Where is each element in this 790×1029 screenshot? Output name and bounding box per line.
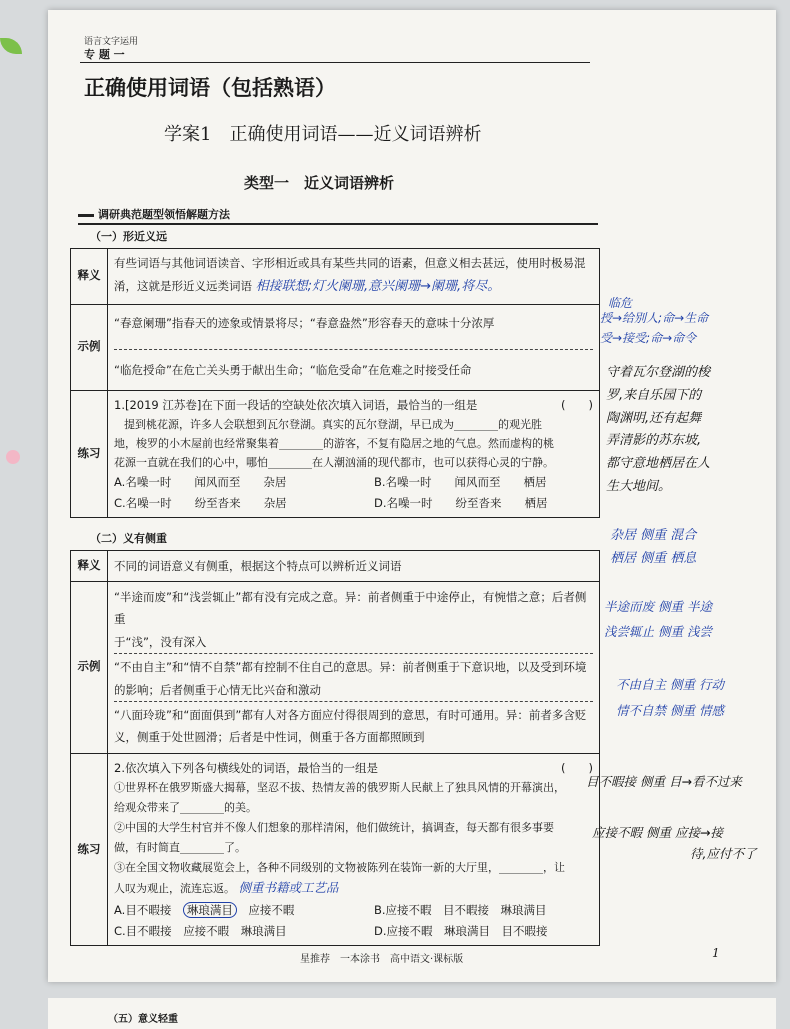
q2-option-a[interactable]: A.目不暇接 琳琅满目 应接不暇: [114, 902, 295, 917]
hw-note-bantu: 半途而废 侧重 半途 浅尝辄止 侧重 浅尝: [604, 599, 712, 639]
hw-note-shou-2: 受→接受;命→命令: [600, 331, 697, 346]
sub2-pr-cell: [108, 753, 600, 946]
sub1-pr-cell: [108, 390, 600, 517]
type-title: 类型一 近义词语辨析: [244, 174, 395, 192]
hw-note-ying: 应接不暇 侧重 应接→接 待,应付不了: [592, 825, 757, 862]
section-heading: [78, 206, 230, 222]
leaf-decoration: [0, 38, 22, 54]
hw-note-examples: 相接联想;灯火阑珊,意兴阑珊→阑珊,将尽。: [255, 278, 501, 294]
hw-note-zaju: 杂居 侧重 混合 栖居 侧重 栖息: [610, 528, 697, 567]
sub1-ex-cell: [108, 304, 600, 390]
sub1-table: [70, 248, 600, 518]
q1-options-row-1: [114, 472, 593, 492]
q2-sentence-3: ③在全国文物收藏展览会上，各种不同级别的文物被陈列在装饰一新的大厅里，________，让 人叹为观止，流连忘返。 侧重书籍或工艺品: [114, 860, 565, 896]
hw-note-q2: 侧重书籍或工艺品: [238, 880, 339, 896]
hw-note-shou-1: 授→给别人;命→生命: [600, 311, 709, 325]
sub2-ex2: “不由自主”和“情不自禁”都有控制不住自己的意思。异：前者侧重于下意识地，以及受到环境 的影响；后者侧重于心情无比兴奋和激动: [114, 653, 593, 701]
q1-paren: ( ): [561, 397, 593, 412]
q2-paren: ( ): [561, 760, 593, 775]
sub1-def-cell: [108, 249, 600, 305]
hw-note-walden: 守着瓦尔登湖的梭 罗,来自乐园下的 陶渊明,还有起舞 弄清影的苏东坡, 都守意地栖居在人 生大地间。: [606, 365, 711, 494]
q2-option-b[interactable]: B.应接不暇 目不暇接 琳琅满目: [374, 902, 547, 917]
header-topic: 专 题 一: [84, 48, 125, 61]
sub1-pr-label: 练习: [71, 390, 108, 517]
sub2-pr-label: 练习: [71, 753, 108, 946]
lesson-title: 学案1 正确使用词语——近义词语辨析: [164, 124, 482, 145]
q1-option-c[interactable]: C.名噪一时 纷至沓来 杂居: [114, 495, 287, 510]
pin-decoration: [6, 450, 20, 464]
chapter-title: 正确使用词语（包括熟语）: [84, 76, 336, 100]
q1-option-a[interactable]: A.名噪一时 闻风而至 杂居: [114, 475, 287, 490]
q1-stem: 1.[2019 江苏卷]在下面一段话的空缺处依次填入词语，最恰当的一组是: [114, 397, 478, 412]
section-heading-text: 调研典范题型领悟解题方法: [98, 208, 230, 221]
q2-sentence-1: ①世界杯在俄罗斯盛大揭幕，坚忍不拔、热情友善的俄罗斯人民献上了独具风情的开幕演出， 给观众带来了________的美。: [114, 781, 565, 815]
page-number: 1: [712, 946, 720, 960]
sub1-def-line2-text: 淆，这就是形近义远类词语: [114, 278, 252, 293]
q1-option-b[interactable]: B.名噪一时 闻风而至 栖居: [374, 475, 547, 490]
sub2-ex-label: 示例: [71, 581, 108, 753]
section-bar: [78, 214, 94, 217]
footer-text: 星推荐 一本涂书 高中语文·课标版: [300, 954, 464, 965]
q2-options-row-1: [114, 900, 593, 921]
sub2-ex3: “八面玲珑”和“面面俱到”都有人对各方面应付得很周到的意思，有时可通用。异：前者多含贬 义，侧重于处世圆滑；后者是中性词，侧重于各方面都照顾到: [114, 701, 593, 749]
hw-note-linwei: 临危: [608, 296, 633, 310]
q2-stem-row: [114, 758, 593, 779]
q1-options-row-2: [114, 493, 593, 513]
q2-options-row-2: [114, 921, 593, 942]
header-rule: [80, 62, 590, 63]
sub2-title: （二）义有侧重: [90, 532, 167, 545]
q1-option-d[interactable]: D.名噪一时 纷至沓来 栖居: [374, 495, 548, 510]
sub2-ex1: “半途而废”和“浅尝辄止”都有没有完成之意。异：前者侧重于中途停止，有惋惜之意；后者侧重 于“浅”，没有深入: [114, 589, 587, 649]
section-rule: [78, 223, 598, 225]
sub2-table: [70, 550, 600, 946]
sub1-ex1: “春意阑珊”指春天的迹象或情景将尽；“春意盎然”形容春天的意味十分浓厚: [114, 315, 495, 330]
hw-note-buyou: 不由自主 侧重 行动 情不自禁 侧重 情感: [616, 677, 724, 719]
q2-option-a-circled: 琳琅满目: [183, 902, 237, 918]
sub1-ex2: “临危授命”在危亡关头勇于献出生命；“临危受命”在危难之时接受任命: [114, 349, 593, 382]
sub1-def-line1: 有些词语与其他词语读音、字形相近或具有某些共同的语素，但意义相去甚远，使用时极易混: [114, 256, 586, 270]
q1-passage-1: 提到桃花源，许多人会联想到瓦尔登湖。真实的瓦尔登湖，早已成为________的观光胜: [124, 417, 542, 431]
q2-stem: 2.依次填入下列各句横线处的词语，最恰当的一组是: [114, 760, 378, 775]
sub1-ex-label: 示例: [71, 304, 108, 390]
sub2-ex-cell: [108, 581, 600, 753]
q2-option-c[interactable]: C.目不暇接 应接不暇 琳琅满目: [114, 923, 287, 938]
sub1-title: （一）形近义远: [90, 230, 167, 243]
next-section-title: （五）意义轻重: [108, 1014, 178, 1025]
q1-passage-2: 地，梭罗的小木屋前也经常聚集着________的游客，不复有隐居之地的气息。然而虚构的桃: [114, 436, 554, 450]
q2-option-d[interactable]: D.应接不暇 琳琅满目 目不暇接: [374, 923, 548, 938]
sub1-def-line2: [114, 275, 593, 300]
next-page-strip: [48, 998, 776, 1029]
sub2-def-label: 释义: [71, 551, 108, 582]
q1-passage-3: 花源一直就在我们的心中，哪怕________在人潮汹涌的现代都市，也可以获得心灵的宁静。: [114, 456, 554, 470]
header-series: 语言文字运用: [84, 37, 139, 47]
q1-stem-row: [114, 395, 593, 415]
q2-sentence-2: ②中国的大学生村官并不像人们想象的那样清闲，他们做统计，搞调查，每天都有很多事要 做，有时简直________了。: [114, 821, 554, 854]
book-page: [48, 10, 776, 982]
sub1-def-label: 释义: [71, 249, 108, 305]
sub2-def-text: 不同的词语意义有侧重，根据这个特点可以辨析近义词语: [108, 551, 600, 582]
hw-note-mubu: 目不暇接 侧重 目→看不过来: [586, 774, 742, 789]
hw-note-shou: [600, 308, 708, 349]
